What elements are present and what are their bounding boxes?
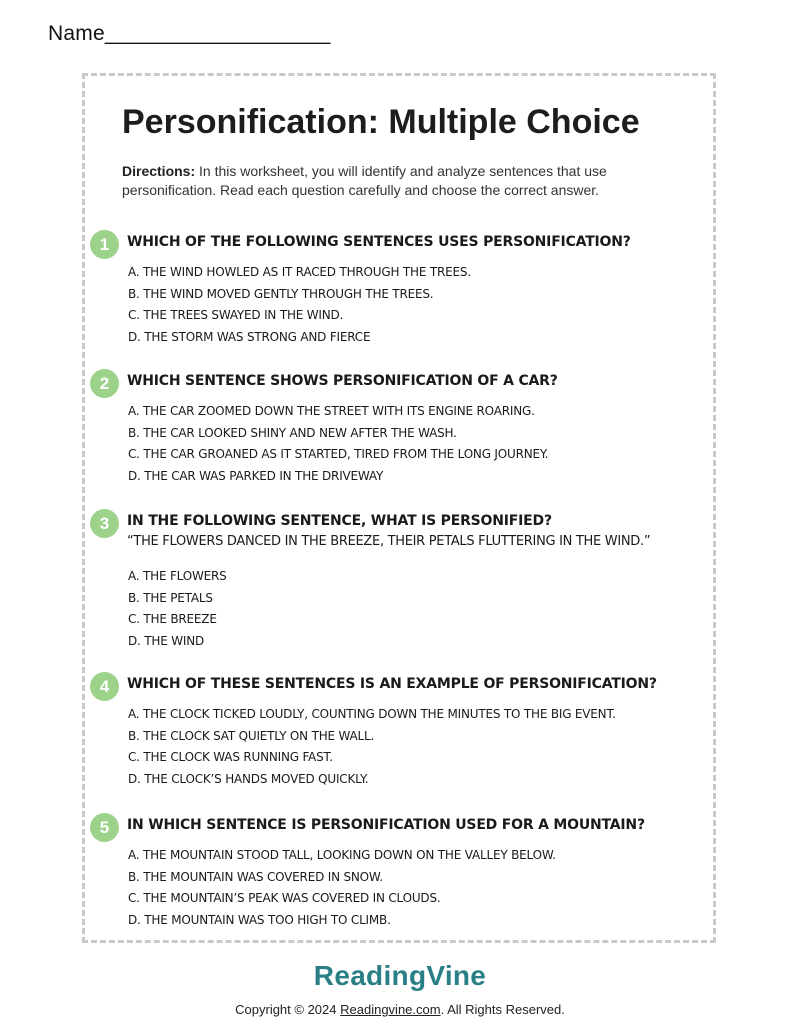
option-b[interactable]: B. THE WIND MOVED GENTLY THROUGH THE TREES. [128, 286, 434, 301]
option-a[interactable]: A. THE CLOCK TICKED LOUDLY, COUNTING DOWN THE MINUTES TO THE BIG EVENT. [128, 707, 616, 721]
question-number-badge: 1 [90, 230, 119, 259]
option-a[interactable]: A. THE MOUNTAIN STOOD TALL, LOOKING DOWN ON THE VALLEY BELOW. [128, 848, 556, 862]
copyright-notice [0, 1002, 800, 1017]
question-text: IN WHICH SENTENCE IS PERSONIFICATION USED FOR A MOUNTAIN? [127, 817, 645, 833]
question-quote: “THE FLOWERS DANCED IN THE BREEZE, THEIR PETALS FLUTTERING IN THE WIND.” [127, 534, 651, 549]
question-text: WHICH SENTENCE SHOWS PERSONIFICATION OF A CAR? [127, 373, 558, 389]
question-number-badge: 5 [90, 813, 119, 842]
directions-text: In this worksheet, you will identify and analyze sentences that use personification. Read each question carefully and choose the correct answer. [122, 163, 607, 198]
worksheet-border [82, 73, 716, 943]
question-number-badge: 4 [90, 672, 119, 701]
option-list [128, 845, 556, 931]
option-d[interactable]: D. THE CLOCK’S HANDS MOVED QUICKLY. [128, 771, 369, 786]
option-a[interactable]: A. THE WIND HOWLED AS IT RACED THROUGH THE TREES. [128, 265, 471, 279]
question-text: IN THE FOLLOWING SENTENCE, WHAT IS PERSONIFIED? [127, 513, 552, 529]
option-b[interactable]: B. THE CAR LOOKED SHINY AND NEW AFTER THE WASH. [128, 425, 457, 440]
question-number-badge: 3 [90, 509, 119, 538]
copyright-prefix: Copyright © 2024 [235, 1002, 341, 1017]
readingvine-logo[interactable]: ReadingVine [313, 960, 487, 991]
copyright-suffix: . All Rights Reserved. [440, 1002, 565, 1017]
option-a[interactable]: A. THE FLOWERS [128, 569, 227, 583]
option-c[interactable]: C. THE TREES SWAYED IN THE WIND. [128, 308, 344, 322]
option-d[interactable]: D. THE WIND [128, 633, 205, 648]
option-list [128, 401, 548, 487]
option-b[interactable]: B. THE MOUNTAIN WAS COVERED IN SNOW. [128, 869, 383, 884]
option-list [128, 262, 471, 348]
option-d[interactable]: D. THE MOUNTAIN WAS TOO HIGH TO CLIMB. [128, 912, 391, 927]
directions-label: Directions: [122, 163, 196, 179]
question-number-badge: 2 [90, 369, 119, 398]
option-b[interactable]: B. THE CLOCK SAT QUIETLY ON THE WALL. [128, 728, 375, 743]
option-a[interactable]: A. THE CAR ZOOMED DOWN THE STREET WITH ITS ENGINE ROARING. [128, 404, 535, 418]
option-list [128, 704, 616, 790]
question-text: WHICH OF THESE SENTENCES IS AN EXAMPLE OF PERSONIFICATION? [127, 676, 657, 692]
option-c[interactable]: C. THE CLOCK WAS RUNNING FAST. [128, 750, 333, 764]
option-c[interactable]: C. THE MOUNTAIN’S PEAK WAS COVERED IN CLOUDS. [128, 891, 441, 905]
option-c[interactable]: C. THE BREEZE [128, 612, 217, 626]
option-d[interactable]: D. THE CAR WAS PARKED IN THE DRIVEWAY [128, 468, 384, 483]
site-link[interactable]: Readingvine.com [340, 1002, 441, 1017]
option-b[interactable]: B. THE PETALS [128, 590, 213, 605]
directions [122, 162, 682, 200]
question-text: WHICH OF THE FOLLOWING SENTENCES USES PERSONIFICATION? [127, 234, 631, 250]
option-list [128, 566, 227, 652]
worksheet-title: Personification: Multiple Choice [122, 103, 640, 141]
option-d[interactable]: D. THE STORM WAS STRONG AND FIERCE [128, 329, 371, 344]
option-c[interactable]: C. THE CAR GROANED AS IT STARTED, TIRED FROM THE LONG JOURNEY. [128, 447, 549, 461]
name-field: Name___________________ [48, 22, 331, 45]
